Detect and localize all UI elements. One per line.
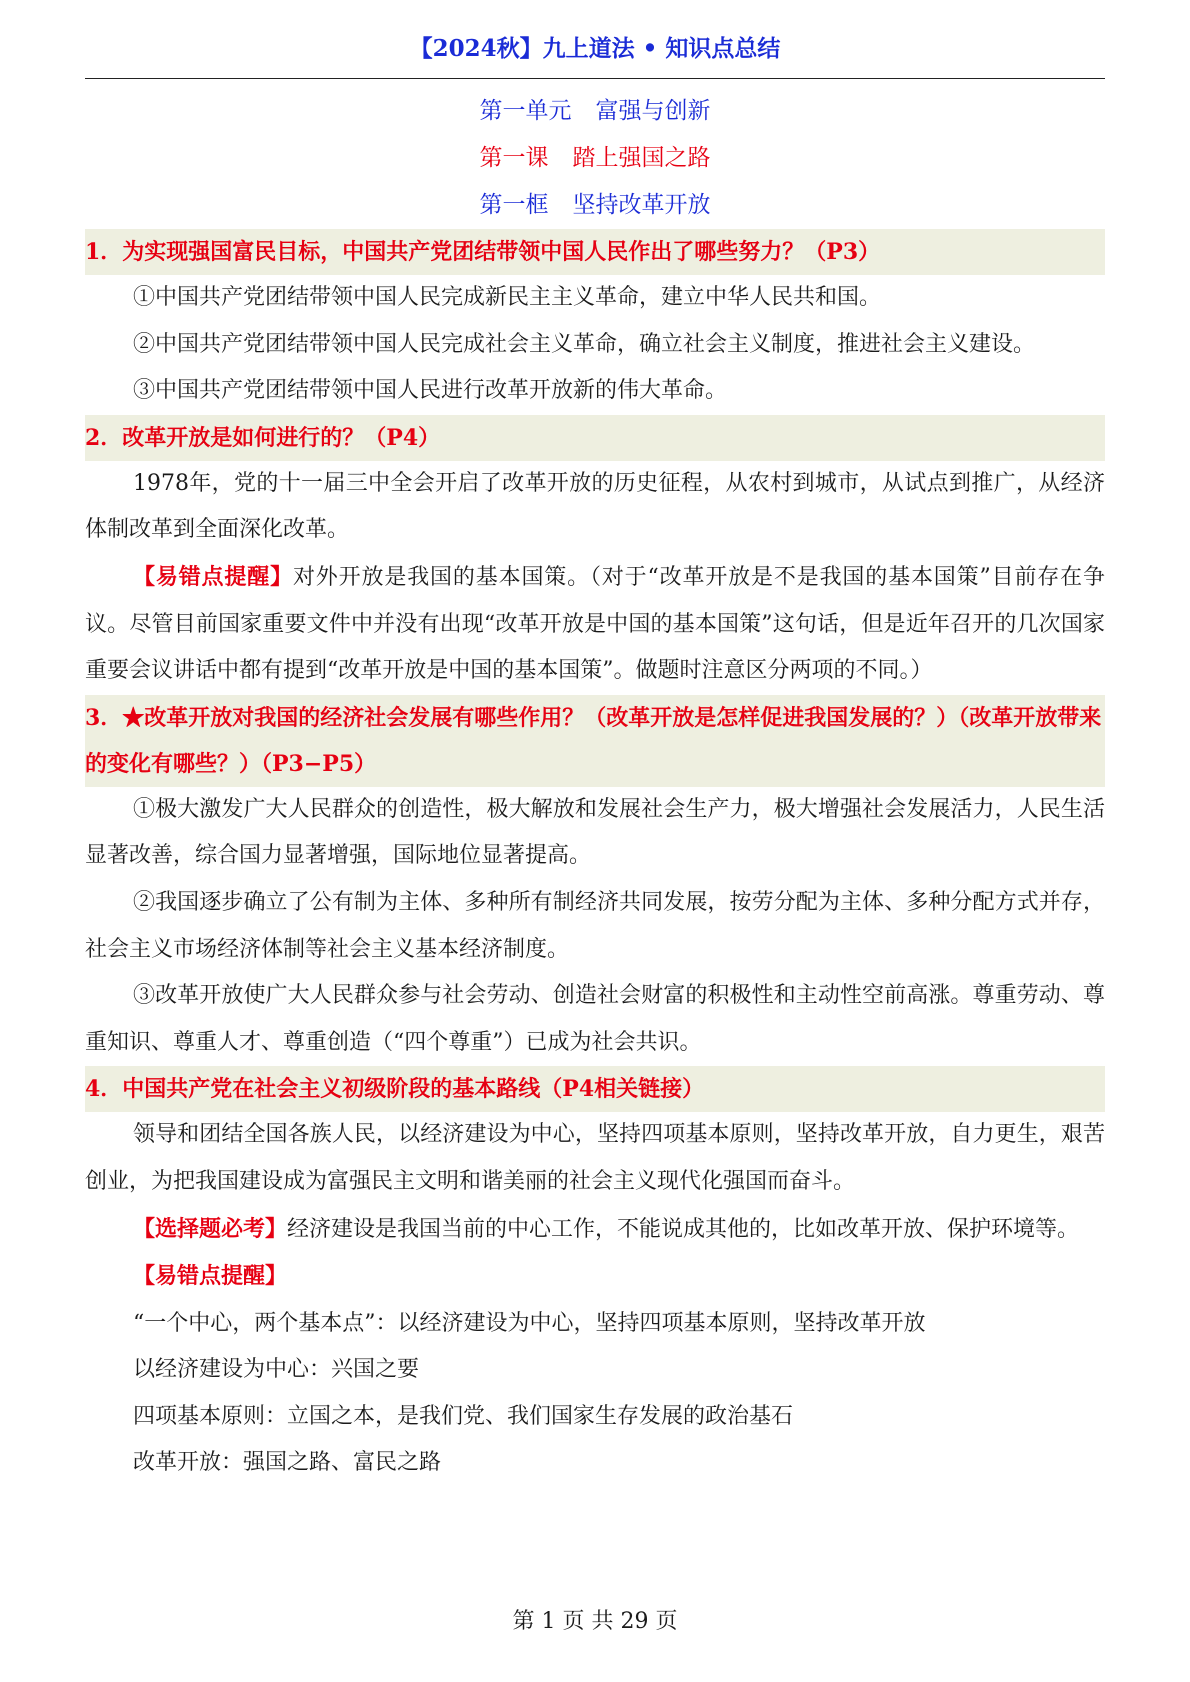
unit-number: 第一单元 [479, 98, 572, 124]
q3-answer-1: ①极大激发广大人民群众的创造性，极大解放和发展社会生产力，极大增强社会发展活力，人民生活显著改善，综合国力显著增强，国际地位显著提高。 [85, 796, 1105, 869]
lesson-title [85, 135, 1105, 182]
q4-tip-line-3: 四项基本原则：立国之本，是我们党、我们国家生存发展的政治基石 [133, 1403, 794, 1429]
must-know-label: 【选择题必考】 [133, 1215, 288, 1242]
unit-title [85, 88, 1105, 135]
q2-answer: 1978年，党的十一届三中全会开启了改革开放的历史征程，从农村到城市，从试点到推广，从经济体制改革到全面深化改革。 [85, 470, 1105, 543]
q4-tip-line-2: 以经济建设为中心：兴国之要 [133, 1357, 420, 1383]
question-2: 2．改革开放是如何进行的？（P4） [85, 415, 1105, 461]
unit-name: 富强与创新 [595, 98, 711, 124]
question-3: 3．★改革开放对我国的经济社会发展有哪些作用？（改革开放是怎样促进我国发展的？）（改革开放带来的变化有哪些？）（P3−P5） [85, 695, 1105, 787]
page-header-title: 【2024秋】九上道法 • 知识点总结 [409, 35, 781, 62]
lesson-name: 踏上强国之路 [572, 145, 711, 171]
q3-answer-2: ②我国逐步确立了公有制为主体、多种所有制经济共同发展，按劳分配为主体、多种分配方式并存，社会主义市场经济体制等社会主义基本经济制度。 [85, 889, 1105, 962]
q4-answer: 领导和团结全国各族人民，以经济建设为中心，坚持四项基本原则，坚持改革开放，自力更生，艰苦创业，为把我国建设成为富强民主文明和谐美丽的社会主义现代化强国而奋斗。 [85, 1122, 1105, 1194]
tip-text: 对外开放是我国的基本国策。（对于“改革开放是不是我国的基本国策”目前存在争议。尽管目前国家重要文件中并没有出现“改革开放是中国的基本国策”这句话，但是近年召开的几次国家重要会议讲话中都有提到“改革开放是中国的基本国策”。做题时注意区分两项的不同。） [85, 564, 1105, 684]
lesson-number: 第一课 [479, 145, 549, 171]
q4-must-know [85, 1206, 1105, 1254]
q1-answer-2: ②中国共产党团结带领中国人民完成社会主义革命，确立社会主义制度，推进社会主义建设。 [133, 331, 1036, 357]
tip-label: 【易错点提醒】 [133, 563, 293, 590]
q1-answer-3: ③中国共产党团结带领中国人民进行改革开放新的伟大革命。 [133, 378, 728, 404]
must-know-text: 经济建设是我国当前的中心工作，不能说成其他的，比如改革开放、保护环境等。 [287, 1216, 1080, 1242]
frame-number: 第一框 [479, 192, 549, 218]
question-1: 1．为实现强国富民目标，中国共产党团结带领中国人民作出了哪些努力？（P3） [85, 229, 1105, 275]
question-4: 4．中国共产党在社会主义初级阶段的基本路线（P4相关链接） [85, 1066, 1105, 1112]
header-divider [85, 78, 1105, 79]
q4-tip-heading [85, 1253, 1105, 1301]
q1-answer-1: ①中国共产党团结带领中国人民完成新民主主义革命，建立中华人民共和国。 [133, 285, 882, 310]
q4-tip-line-4: 改革开放：强国之路、富民之路 [133, 1450, 442, 1476]
q2-tip [85, 554, 1105, 695]
q4-tip-line-1: “一个中心，两个基本点”：以经济建设为中心，坚持四项基本原则，坚持改革开放 [133, 1310, 926, 1336]
tip-label: 【易错点提醒】 [133, 1263, 288, 1290]
page-number: 第 1 页 共 29 页 [512, 1609, 678, 1634]
q3-answer-3: ③改革开放使广大人民群众参与社会劳动、创造社会财富的积极性和主动性空前高涨。尊重劳动、尊重知识、尊重人才、尊重创造（“四个尊重”）已成为社会共识。 [85, 983, 1105, 1055]
main-content [85, 88, 1105, 1487]
frame-title [85, 182, 1105, 229]
frame-name: 坚持改革开放 [572, 192, 711, 218]
